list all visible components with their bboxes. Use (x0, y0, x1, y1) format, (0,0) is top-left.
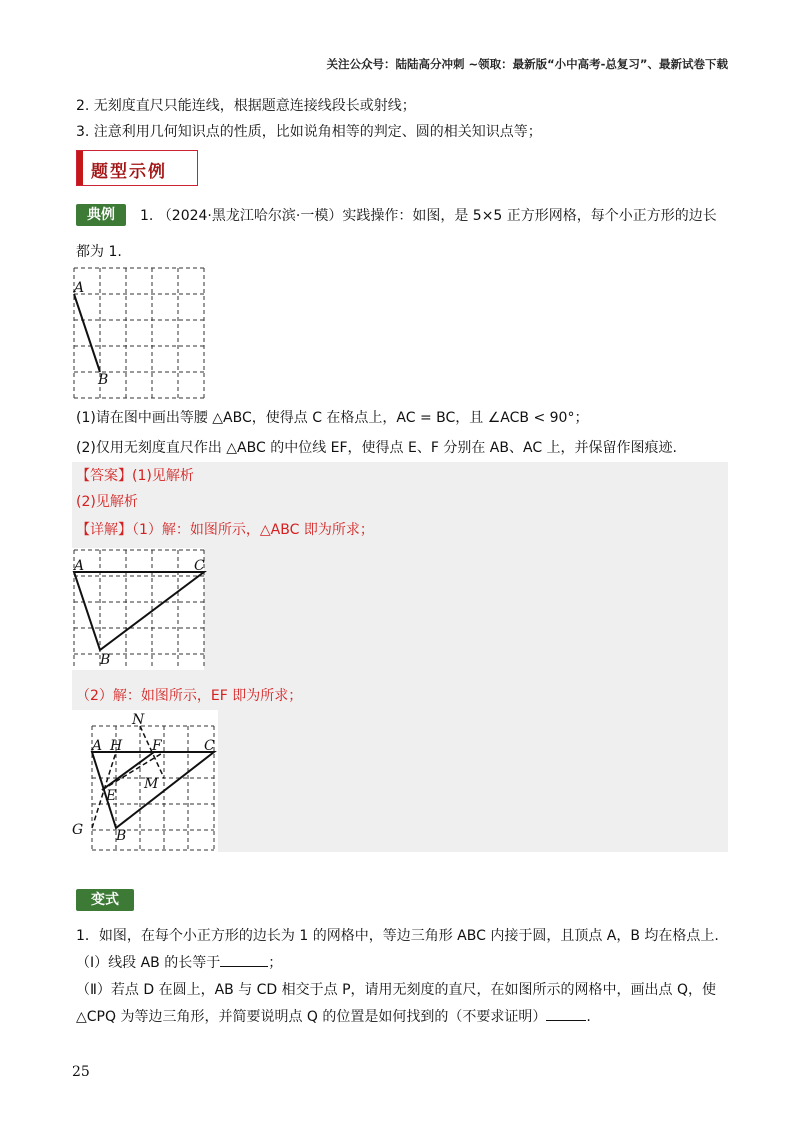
v1-answer-blank-1[interactable] (220, 952, 268, 967)
v1-line2-end: ； (268, 955, 283, 971)
fig1-label-A: A (74, 280, 85, 296)
note-3: 3. 注意利用几何知识点的性质，比如说角相等的判定、圆的相关知识点等； (76, 124, 542, 140)
answer-1: (1)见解析 (132, 468, 194, 484)
section-title: 题型示例 (91, 162, 167, 182)
fig1-label-B: B (98, 372, 109, 388)
fig3-label-F: F (152, 738, 162, 754)
section-title-box (76, 150, 198, 186)
section-title-bar (77, 151, 83, 185)
v1-line4-text: △CPQ 为等边三角形，并简要说明点 Q 的位置是如何找到的（不要求证明） (76, 1009, 547, 1025)
figure-3-grid (70, 710, 220, 852)
v1-line4-end: . (586, 1009, 591, 1025)
figure-2-grid (66, 548, 216, 672)
answer-label: 【答案】 (76, 468, 132, 484)
fig3-label-N: N (132, 712, 145, 728)
answer-line-1 (76, 466, 194, 486)
note-2: 2. 无刻度直尺只能连线，根据题意连接线段长或射线； (76, 98, 416, 114)
v1-line4 (76, 1006, 591, 1027)
v1-line2 (76, 952, 282, 973)
page-header: 关注公众号：陆陆高分冲刺 ~领取：最新版“小中高考-总复习”、最新试卷下载 (326, 57, 728, 71)
answer-2: (2)见解析 (76, 494, 138, 510)
detail-line-1 (76, 520, 374, 540)
v1-answer-blank-2[interactable] (546, 1006, 586, 1021)
fig3-label-E: E (106, 788, 117, 804)
q1-line2: 都为 1. (76, 244, 122, 260)
fig3-label-C: C (204, 738, 215, 754)
fig3-label-A: A (92, 738, 103, 754)
detail-label: 【详解】 (76, 522, 132, 538)
figure-1-grid (66, 262, 216, 402)
q1-line1: 1. （2024·黑龙江哈尔滨·一模）实践操作：如图，是 5×5 正方形网格，每个小正方形的边长 (140, 208, 717, 224)
variant-tag: 变式 (76, 889, 134, 911)
v1-line3: （Ⅱ）若点 D 在圆上，AB 与 CD 相交于点 P，请用无刻度的直尺，在如图所示的网格中，画出点 Q，使 (76, 982, 717, 998)
fig2-label-B: B (100, 652, 111, 668)
fig2-label-A: A (74, 558, 85, 574)
v1-line1: 1．如图，在每个小正方形的边长为 1 的网格中，等边三角形 ABC 内接于圆，且顶点 A，B 均在格点上. (76, 928, 719, 944)
fig3-label-M: M (144, 776, 159, 792)
v1-line2-text: （Ⅰ）线段 AB 的长等于 (76, 955, 221, 971)
page-number: 25 (72, 1064, 90, 1080)
detail-2: （2）解：如图所示，EF 即为所求； (76, 688, 303, 704)
fig2-label-C: C (194, 558, 205, 574)
q1-part2: (2)仅用无刻度直尺作出 △ABC 的中位线 EF，使得点 E、F 分别在 AB、AC 上，并保留作图痕迹. (76, 440, 677, 456)
example-tag: 典例 (76, 204, 126, 226)
detail-1: （1）解：如图所示，△ABC 即为所求； (132, 522, 374, 538)
q1-part1: (1)请在图中画出等腰 △ABC，使得点 C 在格点上，AC = BC，且 ∠ACB < 90°； (76, 410, 589, 426)
fig3-label-B: B (116, 828, 127, 844)
fig3-label-G: G (72, 822, 84, 838)
fig3-label-H: H (110, 738, 123, 754)
